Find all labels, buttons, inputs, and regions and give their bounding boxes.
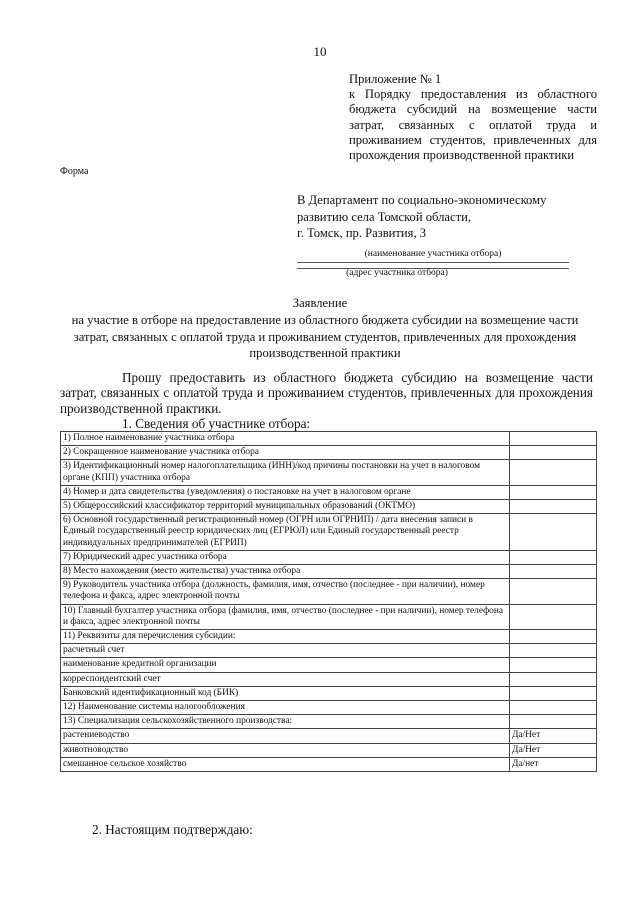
row-value-cell[interactable] — [510, 565, 597, 579]
row-value-cell[interactable] — [510, 446, 597, 460]
row-value-cell[interactable]: Да/Нет — [510, 743, 597, 757]
row-label: 9) Руководитель участника отбора (должность, фамилия, имя, отчество (последнее - при наличии), номер телефона и факса, адрес электронной почты — [61, 579, 510, 604]
row-label: 6) Основной государственный регистрационный номер (ОГРН или ОГРНИП) / дата внесения записи в Единый государственный реестр юридических лиц (ЕГРЮЛ) или Единый государственный реестр индивидуальных предпринимателей (ЕГРИП) — [61, 514, 510, 551]
row-label: 4) Номер и дата свидетельства (уведомления) о постановке на учет в налоговом органе — [61, 485, 510, 499]
table-row — [61, 658, 597, 672]
row-label: 5) Общероссийский классификатор территорий муниципальных образований (ОКТМО) — [61, 500, 510, 514]
table-row — [61, 644, 597, 658]
row-label: наименование кредитной организации — [61, 658, 510, 672]
row-value-cell[interactable] — [510, 500, 597, 514]
row-value-cell[interactable] — [510, 514, 597, 551]
participant-address-caption: (адрес участника отбора) — [346, 268, 448, 278]
page-number: 10 — [313, 44, 327, 59]
addressee — [297, 192, 587, 242]
table-row — [61, 565, 597, 579]
row-label: 1) Полное наименование участника отбора — [61, 432, 510, 446]
table-row — [61, 701, 597, 715]
table-row — [61, 550, 597, 564]
table-row — [61, 743, 597, 757]
row-value-cell[interactable] — [510, 579, 597, 604]
form-label: Форма — [60, 166, 89, 177]
appendix-text: к Порядку предоставления из областного бюджета субсидий на возмещение части затрат, связанных с оплатой труда и проживанием студентов, привлеченных для прохождения производственной практики — [349, 87, 597, 163]
row-value-cell[interactable] — [510, 672, 597, 686]
table-row — [61, 672, 597, 686]
table-row — [61, 579, 597, 604]
addressee-line-1: В Департамент по социально-экономическому — [297, 193, 547, 207]
row-label: 7) Юридический адрес участника отбора — [61, 550, 510, 564]
row-label: Банковский идентификационный код (БИК) — [61, 686, 510, 700]
section-2-title: 2. Настоящим подтверждаю: — [92, 822, 253, 837]
intro-paragraph: Прошу предоставить из областного бюджета субсидию на возмещение части затрат, связанных с оплатой труда и проживанием студентов, привлеченных для прохождения производственной практики. — [60, 370, 593, 416]
table-row — [61, 729, 597, 743]
document-subheading: на участие в отборе на предоставление из областного бюджета субсидии на возмещение части затрат, связанных с оплатой труда и проживанием студентов, привлеченных для прохождения производственной практики — [71, 313, 579, 360]
row-value-cell[interactable]: Да/Нет — [510, 729, 597, 743]
row-value-cell[interactable] — [510, 644, 597, 658]
row-value-cell[interactable] — [510, 701, 597, 715]
table-row — [61, 446, 597, 460]
row-value-cell[interactable]: Да/нет — [510, 757, 597, 771]
participant-name-line[interactable] — [297, 262, 569, 263]
addressee-line-2: развитию села Томской области, — [297, 209, 471, 224]
table-row — [61, 757, 597, 771]
row-value-cell[interactable] — [510, 485, 597, 499]
participant-name-caption: (наименование участника отбора) — [364, 249, 502, 259]
row-label: растениеводство — [61, 729, 510, 743]
table-row — [61, 460, 597, 485]
participant-info-table — [60, 431, 597, 772]
row-label: животноводство — [61, 743, 510, 757]
appendix-title: Приложение № 1 — [349, 72, 442, 86]
table-row — [61, 432, 597, 446]
row-label: 8) Место нахождения (место жительства) участника отбора — [61, 565, 510, 579]
row-value-cell[interactable] — [510, 715, 597, 729]
row-label: расчетный счет — [61, 644, 510, 658]
row-label: 2) Сокращенное наименование участника отбора — [61, 446, 510, 460]
table-row — [61, 715, 597, 729]
section-1-title: 1. Сведения об участнике отбора: — [122, 416, 311, 431]
table-row — [61, 686, 597, 700]
row-value-cell[interactable] — [510, 604, 597, 629]
table-row — [61, 514, 597, 551]
table-row — [61, 485, 597, 499]
row-value-cell[interactable] — [510, 550, 597, 564]
row-label: 10) Главный бухгалтер участника отбора (фамилия, имя, отчество (последнее - при наличии), номер телефона и факса, адрес электронной почты — [61, 604, 510, 629]
table-row — [61, 630, 597, 644]
row-value-cell[interactable] — [510, 686, 597, 700]
row-label: смешанное сельское хозяйство — [61, 757, 510, 771]
appendix-block — [349, 72, 597, 163]
row-label: 13) Специализация сельскохозяйственного производства: — [61, 715, 510, 729]
table-row — [61, 604, 597, 629]
addressee-line-3: г. Томск, пр. Развития, 3 — [297, 226, 427, 240]
row-label: 3) Идентификационный номер налогоплательщика (ИНН)/код причины постановки на учет в налоговом органе (КПП) участника отбора — [61, 460, 510, 485]
row-value-cell[interactable] — [510, 460, 597, 485]
row-value-cell[interactable] — [510, 658, 597, 672]
row-label: 12) Наименование системы налогообложения — [61, 701, 510, 715]
document-heading: Заявление — [292, 296, 348, 310]
row-label: корреспондентский счет — [61, 672, 510, 686]
row-label: 11) Реквизиты для перечисления субсидии: — [61, 630, 510, 644]
table-row — [61, 500, 597, 514]
row-value-cell[interactable] — [510, 432, 597, 446]
row-value-cell[interactable] — [510, 630, 597, 644]
